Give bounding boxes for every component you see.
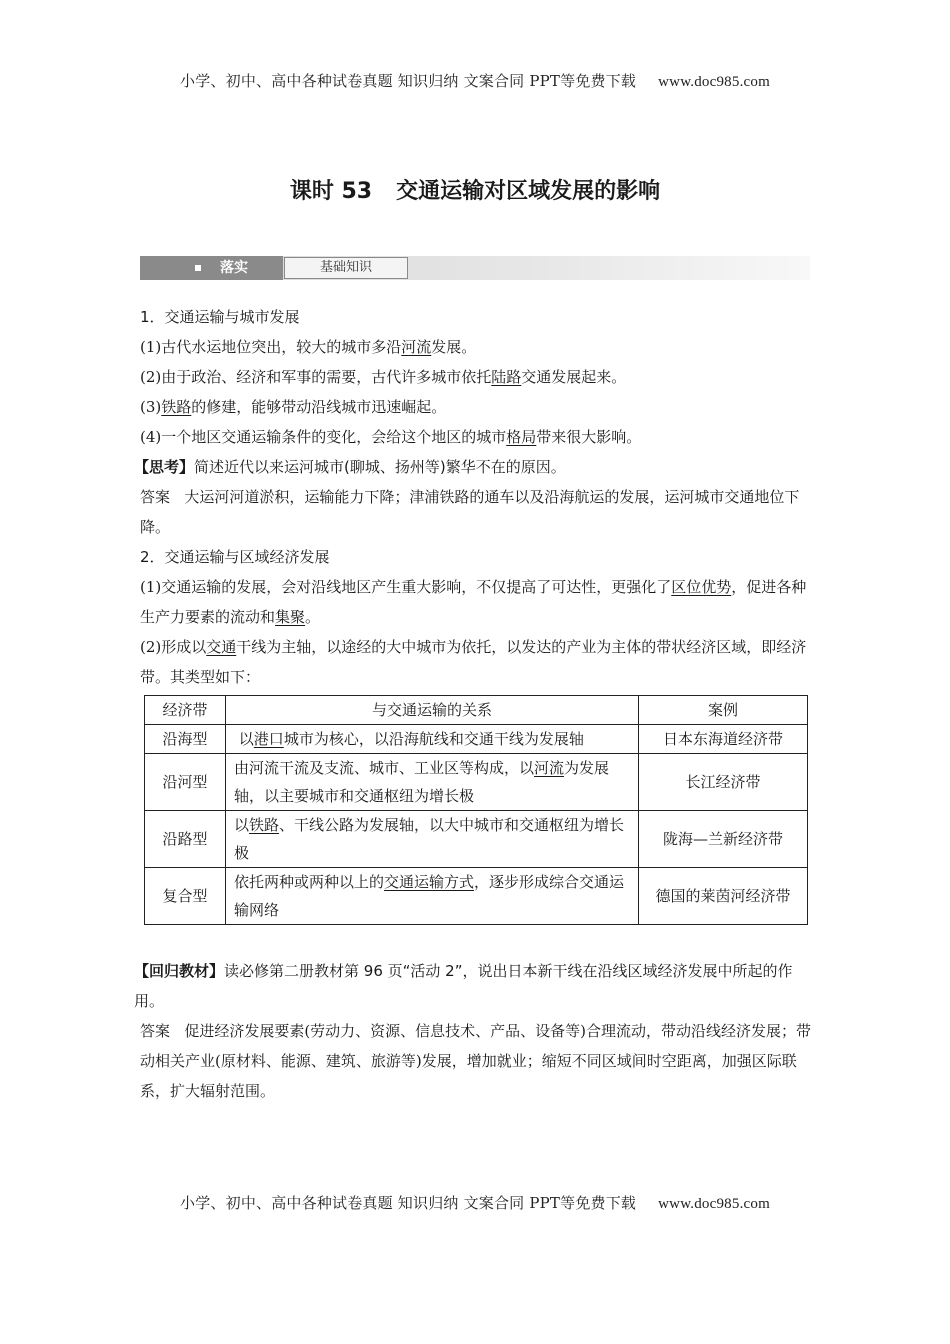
footer-site: www.doc985.com — [658, 1196, 770, 1212]
think-question — [134, 452, 820, 482]
section-1 — [134, 302, 820, 692]
table-row — [145, 868, 808, 925]
s1-point-2: (2)由于政治、经济和军事的需要，古代许多城市依托陆路交通发展起来。 — [140, 368, 627, 386]
review-section — [134, 956, 820, 1106]
belt-relation: 以港口城市为核心，以沿海航线和交通干线为发展轴 — [226, 725, 639, 754]
blank-answer: 河流 — [534, 759, 565, 777]
belt-relation: 由河流干流及支流、城市、工业区等构成，以河流为发展轴，以主要城市和交通枢纽为增长极 — [226, 754, 639, 811]
table-row — [145, 754, 808, 811]
belt-relation: 依托两种或两种以上的交通运输方式，逐步形成综合交通运输网络 — [226, 868, 639, 925]
table-header: 与交通运输的关系 — [226, 696, 639, 725]
belt-type: 沿路型 — [145, 811, 226, 868]
think-tag: 【思考】 — [134, 458, 195, 476]
belt-example: 陇海—兰新经济带 — [639, 811, 808, 868]
s1-point-3: (3)铁路的修建，能够带动沿线城市迅速崛起。 — [140, 398, 447, 416]
table-header: 案例 — [639, 696, 808, 725]
belt-type: 沿海型 — [145, 725, 226, 754]
section-2-heading: 2．交通运输与区域经济发展 — [140, 548, 330, 566]
lesson-topic: 交通运输对区域发展的影响 — [396, 179, 661, 204]
review-tag: 【回归教材】 — [134, 962, 225, 980]
blank-answer: 交通 — [206, 638, 237, 656]
answer-label: 答案 — [140, 488, 171, 506]
blank-answer: 铁路 — [249, 816, 280, 834]
economic-belt-table — [144, 695, 808, 925]
review-question — [134, 956, 820, 1016]
page-header — [0, 70, 950, 91]
belt-type: 沿河型 — [145, 754, 226, 811]
answer-text: 大运河河道淤积，运输能力下降；津浦铁路的通车以及沿海航运的发展，运河城市交通地位下降。 — [140, 488, 800, 536]
think-text: 简述近代以来运河城市(聊城、扬州等)繁华不在的原因。 — [194, 458, 566, 476]
table-row — [145, 811, 808, 868]
banner-left-label: 落实 — [220, 260, 248, 276]
banner-right-label: 基础知识 — [284, 257, 408, 279]
footer-text: 小学、初中、高中各种试卷真题 知识归纳 文案合同 PPT等免费下载 — [180, 1194, 637, 1212]
think-answer — [140, 482, 820, 542]
blank-answer: 铁路 — [161, 398, 192, 416]
blank-answer: 集聚 — [275, 608, 306, 626]
review-text: 读必修第二册教材第 96 页“活动 2”，说出日本新干线在沿线区域经济发展中所起的作用。 — [134, 962, 793, 1010]
review-answer — [140, 1016, 820, 1106]
answer-label: 答案 — [140, 1022, 171, 1040]
header-text: 小学、初中、高中各种试卷真题 知识归纳 文案合同 PPT等免费下载 — [180, 72, 637, 90]
answer-text: 促进经济发展要素(劳动力、资源、信息技术、产品、设备等)合理流动，带动沿线经济发展；带动相关产业(原材料、能源、建筑、旅游等)发展，增加就业；缩短不同区域间时空距离，加强区际联系，扩大辐射范围。 — [140, 1022, 812, 1100]
belt-example: 日本东海道经济带 — [639, 725, 808, 754]
belt-example: 德国的莱茵河经济带 — [639, 868, 808, 925]
blank-answer: 港口 — [253, 730, 284, 748]
section-banner — [140, 256, 810, 280]
table-row — [145, 725, 808, 754]
blank-answer: 陆路 — [491, 368, 522, 386]
header-site: www.doc985.com — [658, 74, 770, 90]
s2-point-1: (1)交通运输的发展，会对沿线地区产生重大影响，不仅提高了可达性，更强化了区位优势，促进各种生产力要素的流动和集聚。 — [140, 578, 807, 626]
table-header-row — [145, 696, 808, 725]
s2-point-2: (2)形成以交通干线为主轴，以途经的大中城市为依托，以发达的产业为主体的带状经济区域，即经济带。其类型如下： — [140, 638, 807, 686]
page-footer — [0, 1192, 950, 1213]
table-header: 经济带 — [145, 696, 226, 725]
blank-answer: 区位优势 — [671, 578, 732, 596]
blank-answer: 河流 — [401, 338, 432, 356]
belt-relation: 以铁路、干线公路为发展轴，以大中城市和交通枢纽为增长极 — [226, 811, 639, 868]
banner-dark-block — [140, 256, 283, 280]
belt-example: 长江经济带 — [639, 754, 808, 811]
belt-type: 复合型 — [145, 868, 226, 925]
blank-answer: 交通运输方式 — [384, 873, 475, 891]
s1-point-4: (4)一个地区交通运输条件的变化，会给这个地区的城市格局带来很大影响。 — [140, 428, 642, 446]
lesson-number: 课时 53 — [289, 179, 373, 204]
square-bullet-icon — [195, 265, 201, 271]
blank-answer: 格局 — [506, 428, 537, 446]
s1-point-1: (1)古代水运地位突出，较大的城市多沿河流发展。 — [140, 338, 477, 356]
section-1-heading: 1．交通运输与城市发展 — [140, 308, 300, 326]
page-title — [0, 174, 950, 205]
